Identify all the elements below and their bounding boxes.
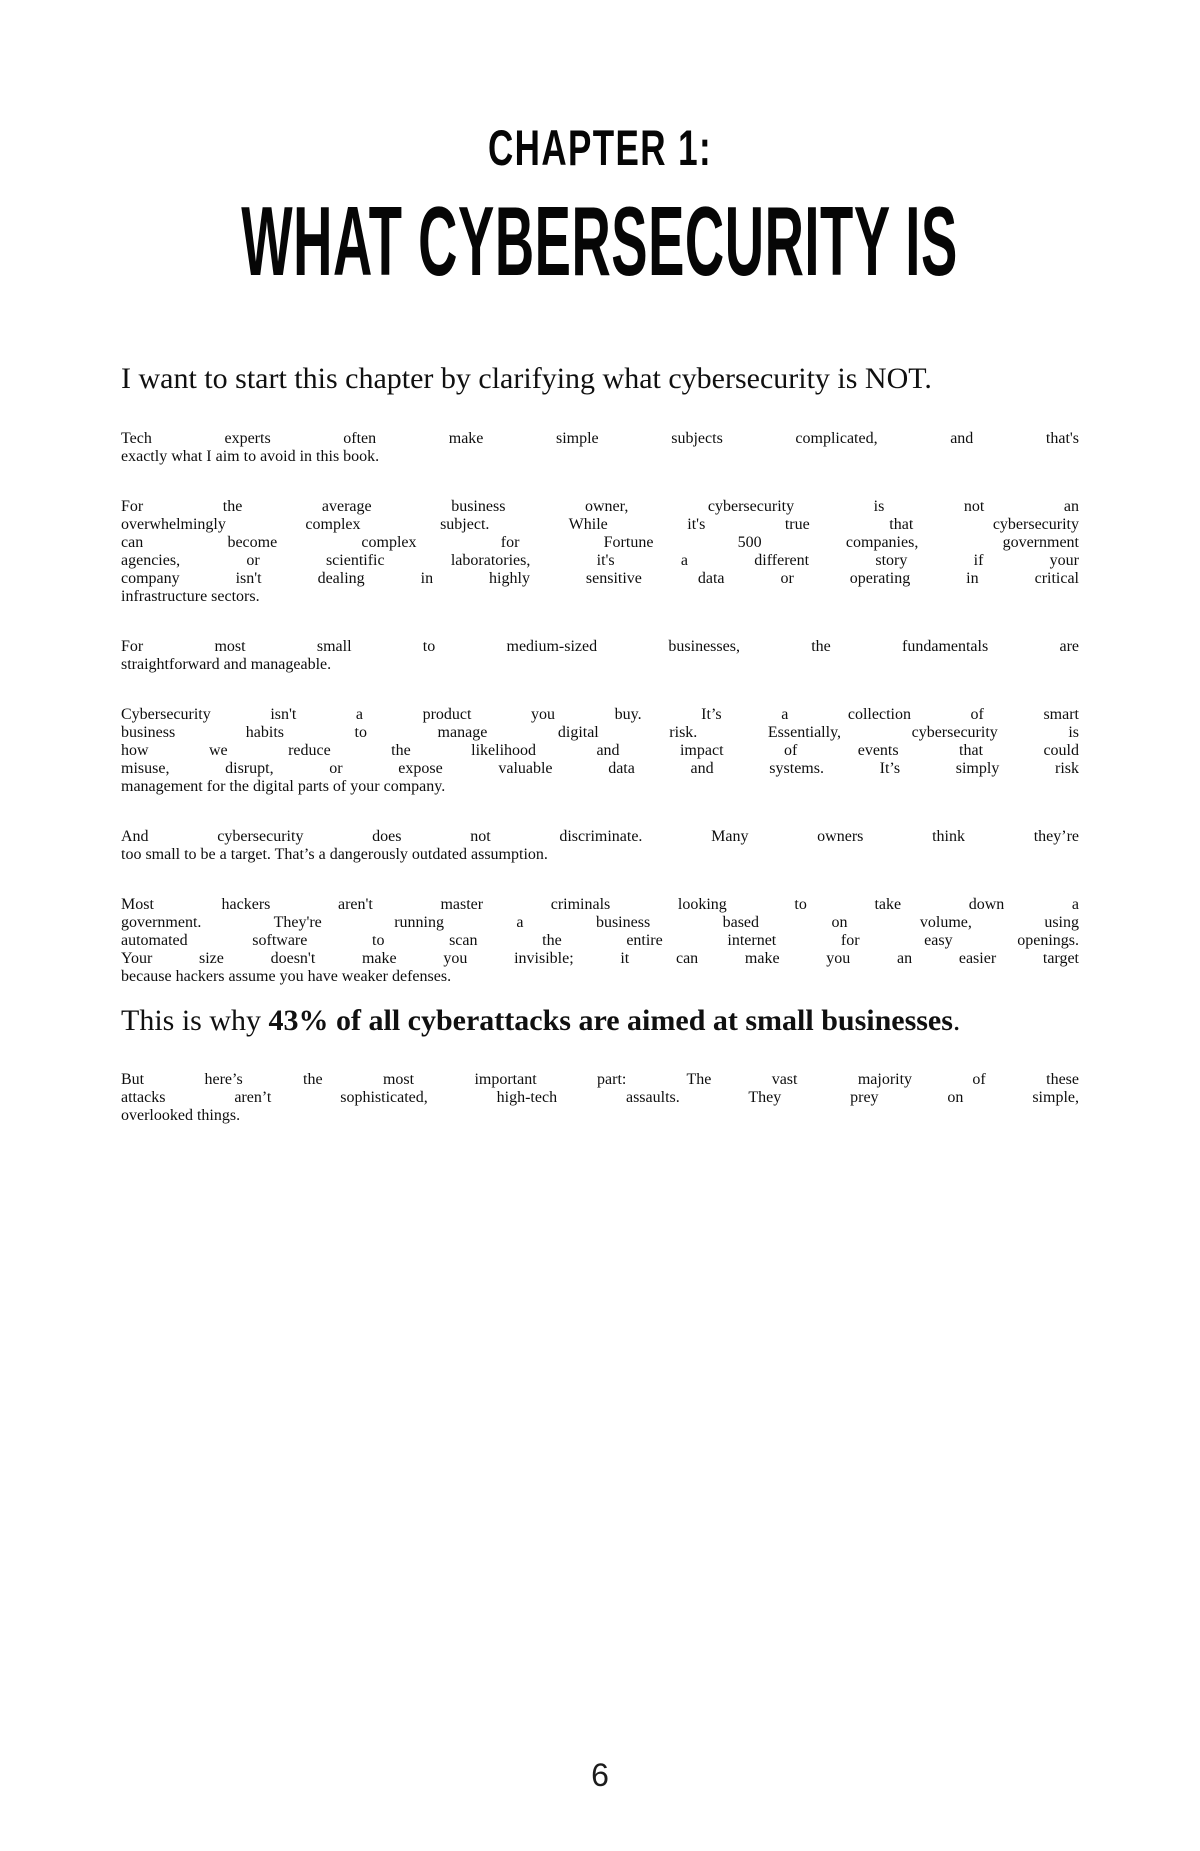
body-line: overlooked things. — [121, 1107, 241, 1124]
body-line: company isn't dealing in highly sensitive data or operating in critical — [121, 569, 1079, 587]
body-line: exactly what I aim to avoid in this book. — [121, 447, 380, 465]
stat-suffix: . — [952, 1003, 961, 1037]
body-paragraph-stat — [121, 1002, 1079, 1040]
body-line: management for the digital parts of your company. — [121, 777, 446, 795]
chapter-heading — [0, 0, 1200, 296]
chapter-title-row — [0, 186, 1200, 296]
body-line: Most hackers aren't master criminals looking to take down a — [121, 895, 1079, 913]
body-line: too small to be a target. That’s a dangerously outdated assumption. — [121, 845, 548, 863]
chapter-kicker: CHAPTER 1: — [487, 120, 713, 176]
body-line: straightforward and manageable. — [121, 655, 332, 673]
body-line: And cybersecurity does not discriminate. Many owners think they’re — [121, 827, 1079, 845]
body-line: attacks aren’t sophisticated, high-tech assaults. They prey on simple, — [121, 1089, 1079, 1106]
body-line: But here’s the most important part: The vast majority of these — [121, 1071, 1079, 1088]
body-line: overwhelmingly complex subject. While it's true that cybersecurity — [121, 515, 1079, 533]
body-line: I want to start this chapter by clarifying what cybersecurity is NOT. — [121, 362, 932, 395]
body-line: For the average business owner, cybersecurity is not an — [121, 497, 1079, 515]
page-number: 6 — [591, 1757, 609, 1793]
body-line: For most small to medium-sized businesses, the fundamentals are — [121, 637, 1079, 655]
body-line: infrastructure sectors. — [121, 587, 260, 605]
body-text — [0, 296, 1200, 1125]
body-line: Cybersecurity isn't a product you buy. It’s a collection of smart — [121, 705, 1079, 723]
body-line: agencies, or scientific laboratories, it's a different story if your — [121, 551, 1079, 569]
chapter-kicker-row — [0, 118, 1200, 178]
body-paragraph — [121, 360, 1079, 398]
body-line: business habits to manage digital risk. Essentially, cybersecurity is — [121, 723, 1079, 741]
body-line: because hackers assume you have weaker defenses. — [121, 967, 452, 985]
body-line: automated software to scan the entire internet for easy openings. — [121, 931, 1079, 949]
chapter-title: WHAT CYBERSECURITY IS — [241, 186, 959, 296]
body-line: Tech experts often make simple subjects complicated, and that's — [121, 429, 1079, 447]
body-line: Your size doesn't make you invisible; it can make you an easier target — [121, 949, 1079, 967]
body-line: can become complex for Fortune 500 companies, government — [121, 533, 1079, 551]
stat-prefix: This is why — [121, 1003, 269, 1037]
stat-bold-text: 43% of all cyberattacks are aimed at small businesses — [268, 1003, 953, 1037]
body-line: government. They're running a business based on volume, using — [121, 913, 1079, 931]
body-line: misuse, disrupt, or expose valuable data and systems. It’s simply risk — [121, 759, 1079, 777]
body-line: how we reduce the likelihood and impact of events that could — [121, 741, 1079, 759]
